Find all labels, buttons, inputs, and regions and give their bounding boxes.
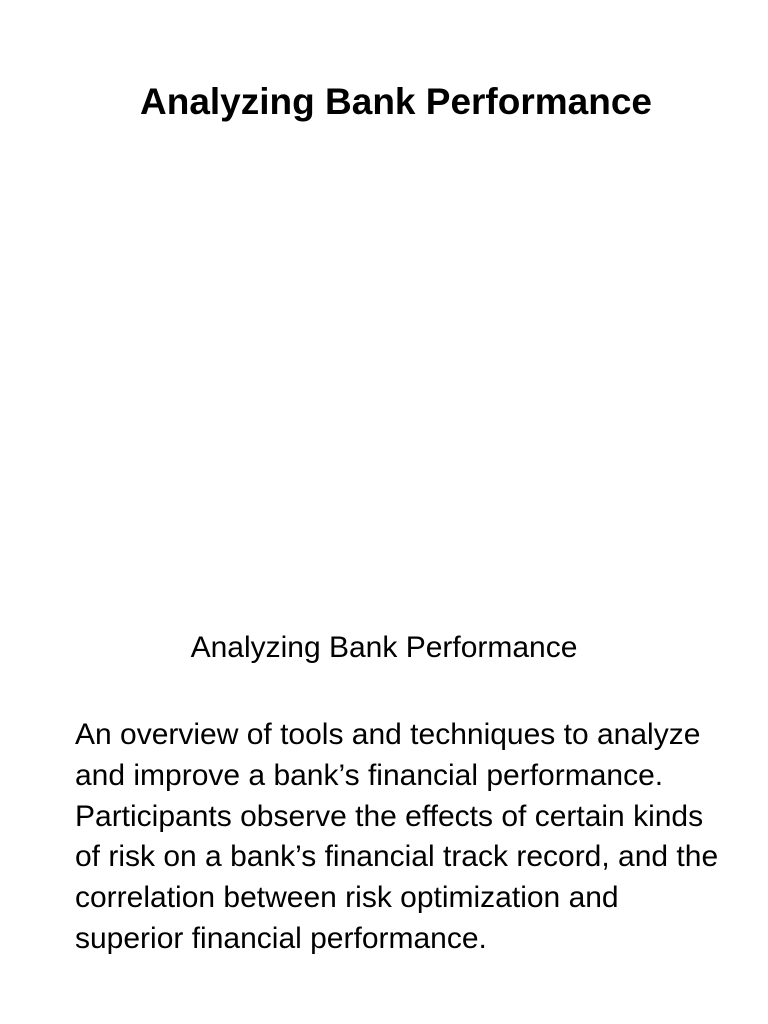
description-paragraph: An overview of tools and techniques to analyze and improve a bank’s financial performance. Participants observe the effects of certain kinds of risk on a bank’s financial track record, and the correlation between risk optimization and superior financial performance.: [75, 718, 719, 955]
page-subtitle: Analyzing Bank Performance: [190, 631, 578, 664]
page-title: Analyzing Bank Performance: [140, 81, 652, 122]
